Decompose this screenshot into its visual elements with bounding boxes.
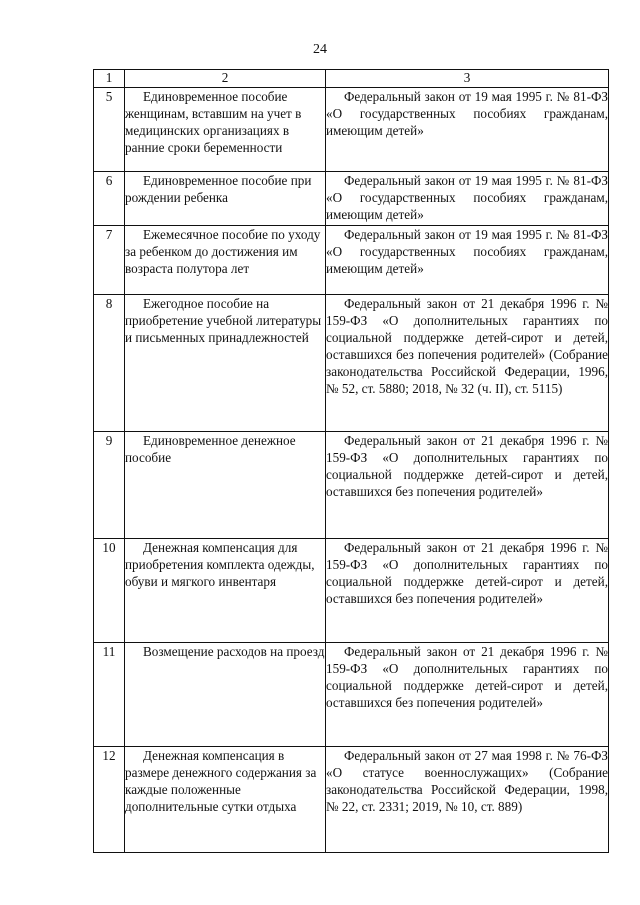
table-row xyxy=(94,88,609,172)
row-number: 10 xyxy=(94,539,125,643)
row-number: 5 xyxy=(94,88,125,172)
table-row xyxy=(94,747,609,853)
table-row xyxy=(94,226,609,295)
row-number: 11 xyxy=(94,643,125,747)
benefit-name: Денежная компенсация в размере денежного содержания за каждые положенные дополнительные сутки отдыха xyxy=(125,748,317,814)
benefit-name: Единовременное пособие женщинам, вставшим на учет в медицинских организациях в ранние сроки беременности xyxy=(125,89,302,155)
legal-basis: Федеральный закон от 21 декабря 1996 г. № 159-ФЗ «О дополнительных гарантиях по социальной поддержке детей-сирот и детей, оставшихся без попечения родителей» (Собрание законодательства Российской Федерации, 1996, № 52, ст. 5880; 2018, № 32 (ч. II), ст. 5115) xyxy=(326,296,608,396)
legal-basis: Федеральный закон от 21 декабря 1996 г. № 159-ФЗ «О дополнительных гарантиях по социальной поддержке детей-сирот и детей, оставшихся без попечения родителей» xyxy=(326,433,608,499)
benefit-name: Денежная компенсация для приобретения комплекта одежды, обуви и мягкого инвентаря xyxy=(125,540,315,589)
benefit-name: Ежегодное пособие на приобретение учебной литературы и письменных принадлежностей xyxy=(125,296,322,345)
legal-basis: Федеральный закон от 27 мая 1998 г. № 76-ФЗ «О статусе военнослужащих» (Собрание законодательства Российской Федерации, 1998, № 22, ст. 2331; 2019, № 10, ст. 889) xyxy=(326,748,608,814)
row-number: 12 xyxy=(94,747,125,853)
legal-basis: Федеральный закон от 21 декабря 1996 г. № 159-ФЗ «О дополнительных гарантиях по социальной поддержке детей-сирот и детей, оставшихся без попечения родителей» xyxy=(326,644,608,710)
benefits-table xyxy=(93,69,609,853)
legal-basis: Федеральный закон от 19 мая 1995 г. № 81-ФЗ «О государственных пособиях гражданам, имеющим детей» xyxy=(326,89,608,138)
column-header-2: 2 xyxy=(125,70,326,88)
column-header-1: 1 xyxy=(94,70,125,88)
table-row xyxy=(94,432,609,539)
table-row xyxy=(94,295,609,432)
benefit-name: Ежемесячное пособие по уходу за ребенком до достижения им возраста полутора лет xyxy=(125,227,321,276)
page-number: 24 xyxy=(313,42,327,57)
table-row xyxy=(94,539,609,643)
benefit-name: Возмещение расходов на проезд xyxy=(143,644,325,659)
benefit-name: Единовременное денежное пособие xyxy=(125,433,296,465)
row-number: 9 xyxy=(94,432,125,539)
benefit-name: Единовременное пособие при рождении ребенка xyxy=(125,173,312,205)
row-number: 7 xyxy=(94,226,125,295)
table-row xyxy=(94,172,609,226)
table-header-row xyxy=(94,70,609,88)
row-number: 8 xyxy=(94,295,125,432)
legal-basis: Федеральный закон от 21 декабря 1996 г. № 159-ФЗ «О дополнительных гарантиях по социальной поддержке детей-сирот и детей, оставшихся без попечения родителей» xyxy=(326,540,608,606)
row-number: 6 xyxy=(94,172,125,226)
column-header-3: 3 xyxy=(326,70,609,88)
legal-basis: Федеральный закон от 19 мая 1995 г. № 81-ФЗ «О государственных пособиях гражданам, имеющим детей» xyxy=(326,227,608,276)
table-row xyxy=(94,643,609,747)
legal-basis: Федеральный закон от 19 мая 1995 г. № 81-ФЗ «О государственных пособиях гражданам, имеющим детей» xyxy=(326,173,608,222)
